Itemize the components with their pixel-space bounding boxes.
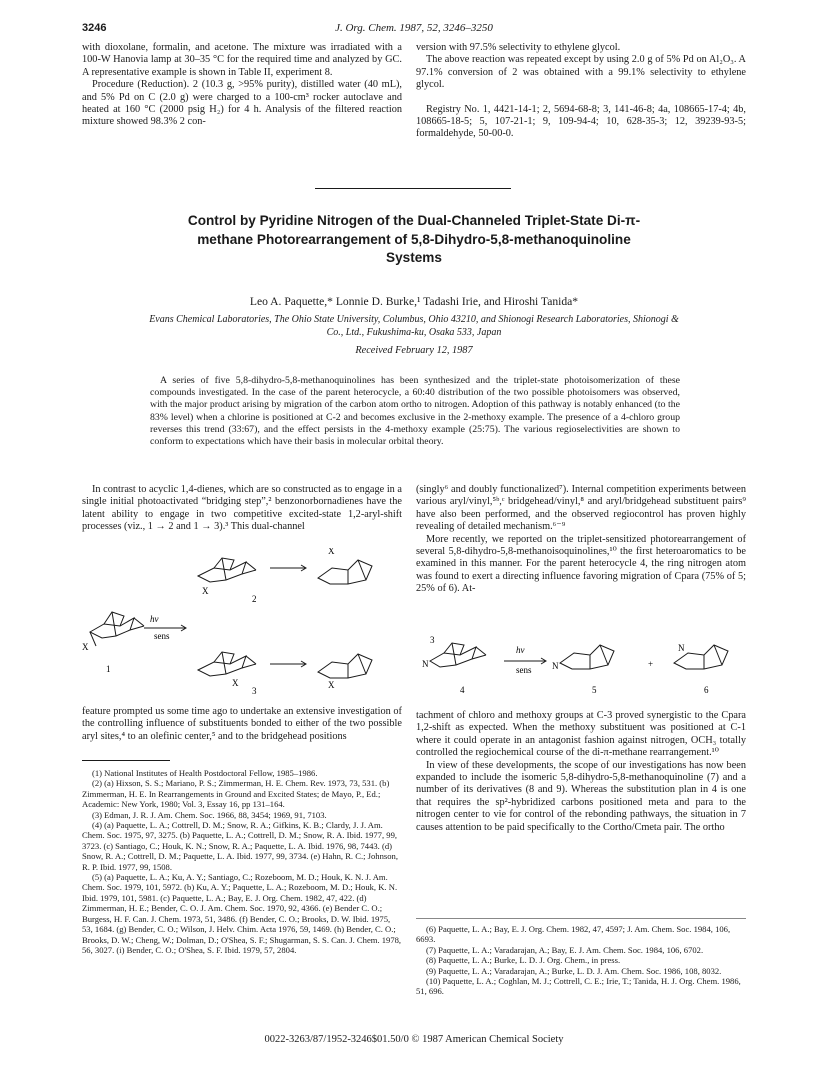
article-authors: Leo A. Paquette,* Lonnie D. Burke,¹ Tadashi Irie, and Hiroshi Tanida*: [249, 295, 579, 308]
paragraph: tachment of chloro and methoxy groups at C-3 proved synergistic to the Cpara 1,2-shift as expected. When the methoxy substituent was positioned at C-1 where it could operate in an antagonist fashion against nitrogen, OCH₃ totally controlled the regiochemical course of the di-π-methane rearrangement.¹⁰: [416, 710, 746, 759]
body-right-top: [416, 484, 746, 596]
structure-3-product: [318, 654, 372, 678]
structure-5: [560, 645, 614, 669]
compound-label-6: 6: [704, 685, 709, 695]
paragraph: (singly⁶ and doubly functionalized⁷). Internal competition experiments between various aryl/vinyl,⁵ᵇ,ᶜ bridgehead/vinyl,⁸ and aryl/bridgehead substituent pairs⁹ have also been performed, and the observed regiocontrol has proven highly revealing of detailed mechanism.⁶⁻⁹: [416, 484, 746, 533]
footnote: (6) Paquette, L. A.; Bay, E. J. Org. Chem. 1982, 47, 4597; J. Am. Chem. Soc. 1984, 106, 6693.: [416, 924, 731, 945]
x-label: X: [82, 642, 89, 652]
structure-2-reactant: [198, 558, 256, 582]
footnote: (7) Paquette, L. A.; Varadarajan, A.; Bay, E. J. Am. Chem. Soc. 1984, 106, 6702.: [426, 944, 704, 955]
compound-label-1: 1: [106, 664, 111, 674]
scheme-2-diagram: [416, 633, 746, 695]
hv-label: hν: [150, 614, 159, 624]
paragraph: More recently, we reported on the triplet-sensitized photorearrangement of several 5,8-dihydro-5,8-methanoisoquinolines,¹⁰ the first heteroaromatics to be examined in this manner. For the parent heterocycle 4, the ring nitrogen atom was found to exert a directing influence favoring migration of Cpara (75% of 5; 25% of 6). At-: [416, 533, 746, 595]
plus-sign: +: [648, 659, 654, 669]
structure-1: [90, 612, 144, 646]
footnote: (8) Paquette, L. A.; Burke, L. D. J. Org. Chem., in press.: [426, 955, 621, 966]
copyright-footer: 0022-3263/87/1952-3246$01.50/0 © 1987 American Chemical Society: [264, 1034, 564, 1045]
prev-paragraph: version with 97.5% selectivity to ethylene glycol.: [416, 42, 621, 53]
nitrogen-label: N: [552, 661, 559, 671]
received-date: Received February 12, 1987: [355, 345, 473, 356]
paragraph: In contrast to acyclic 1,4-dienes, which are so constructed as to engage in a single initial photoactivated “bridging step”,² benzonorbornadienes have the latent ability to engage in two competitive excited-state 1,2-aryl-shift processes (viz., 1 → 2 and 1 → 3).³ This dual-channel: [82, 484, 402, 533]
sens-label: sens: [516, 665, 532, 675]
paragraph: In view of these developments, the scope of our investigations has now been expanded to include the isomeric 5,8-dihydro-5,8-methanoquinoline (7) and a number of its derivatives (8 and 9). Whereas the substitution plan in 4 is one that requires the sp²-hybridized carbons positioned meta and para to the nitrogen center to vie for control of the rebonding pathways, the situation in 7 causes attention to be paid specifically to the Cortho/Cmeta pair. The ortho: [416, 759, 746, 833]
x-label: X: [202, 586, 209, 596]
footnote: (3) Edman, J. R. J. Am. Chem. Soc. 1966, 88, 3454; 1969, 91, 7103.: [92, 809, 327, 820]
position-label: 3: [430, 635, 435, 645]
x-label: X: [328, 548, 335, 556]
paragraph: feature prompted us some time ago to undertake an extensive investigation of the controlling influence of substituents bonded to either of the two possible aryl sites,⁴ to an olefinic center,⁵ and to the bridgehead positions: [82, 706, 402, 742]
structure-3-reactant: [198, 652, 256, 676]
footnote: (5) (a) Paquette, L. A.; Ku, A. Y.; Santiago, C.; Rozeboom, M. D.; Houk, K. N. J. Am. Chem. Soc. 1979, 101, 5972. (b) Ku, A. Y.; Paquette, L. A.; Rozeboom, M. D.; Houk, K. N. Ibid. 1979, 101, 5981. (c) Paquette, L. A.; Bay, E. J. Org. Chem. 1982, 47, 422. (d) Zimmerman, H. E.; Bender, C. O. J. Am. Chem. Soc. 1970, 92, 4366. (e) Bender C. O.; Burgess, H. F. Can. J. Chem. 1973, 51, 3486. (f) Bender, C. O.; Brooks, D. W. Ibid. 1975, 53, 1684. (g) Bender, C. O.; Wilson, J. Helv. Chim. Acta 1976, 59, 1469. (h) Bender, C. O.; Brooks, D. W.; Cheng, W.; Dolman, D.; O'Shea, S. F.; Shugarman, S. S. Can. J. Chem. 1978, 56, 3027. (i) Bender, C. O.; O'Shea, S. F. Ibid. 1979, 57, 2804.: [82, 872, 402, 955]
nitrogen-label: N: [422, 659, 429, 669]
article-title: Control by Pyridine Nitrogen of the Dual-Channeled Triplet-State Di-π-methane Photorearrangement of 5,8-Dihydro-5,8-methanoquinoline Systems: [187, 213, 641, 265]
footnote: (9) Paquette, L. A.; Varadarajan, A.; Burke, L. D. J. Am. Chem. Soc. 1986, 108, 8032.: [426, 965, 722, 976]
prev-paragraph: with dioxolane, formalin, and acetone. The mixture was irradiated with a 100-W Hanovia lamp at 30–35 °C for the required time and analyzed by GC. A representative example is shown in Table II, experiment 8.: [82, 42, 402, 78]
x-label: X: [232, 678, 239, 688]
article-affiliation: Evans Chemical Laboratories, The Ohio State University, Columbus, Ohio 43210, and Shionogi Research Laboratories, Shionogi & Co., Ltd., Fukushima-ku, Osaka 533, Japan: [149, 314, 679, 338]
sens-label: sens: [154, 631, 170, 641]
compound-label-4: 4: [460, 685, 465, 695]
abstract: A series of five 5,8-dihydro-5,8-methanoquinolines has been synthesized and the triplet-state photoisomerization of these compounds investigated. In the case of the parent heterocycle, a 60:40 distribution of the two possible photoisomers was observed, with the major product arising by migration of the carbon atom ortho to nitrogen. Adoption of this pathway is notably enhanced (to the 83% level) when a chlorine is positioned at C-2 and becomes exclusive in the 2-methoxy example. The presence of a 4-chloro group reverses this trend (33:67), and the effect persists in the 4-methoxy example (25:75). The various regioselectivities are shown to conform to expectations which have their basis in molecular orbital theory.: [150, 375, 680, 448]
nitrogen-label: N: [678, 643, 685, 653]
compound-label-5: 5: [592, 685, 597, 695]
article-separator: [315, 188, 511, 189]
hv-label: hν: [516, 645, 525, 655]
footnote: (10) Paquette, L. A.; Coghlan, M. J.; Cottrell, C. E.; Irie, T.; Tanida, H. J. Org. Chem. 1986, 51, 696.: [416, 976, 741, 997]
structure-2-product: [318, 560, 372, 584]
body-left-continued: [82, 706, 402, 743]
footnotes-left: [82, 768, 402, 955]
footnote: (2) (a) Hixson, S. S.; Mariano, P. S.; Zimmerman, H. E. Chem. Rev. 1973, 73, 531. (b) Zimmerman, H. E. In Rearrangements in Ground and Excited States; de Mayo, P., Ed.; Academic: New York, 1980; Vol. 3, Essay 16, pp 131–164.: [82, 778, 390, 810]
prev-article-left: [82, 42, 402, 129]
footnote-rule: [82, 760, 170, 761]
footnote: (1) National Institutes of Health Postdoctoral Fellow, 1985–1986.: [92, 768, 318, 778]
prev-article-right: [416, 42, 746, 141]
structure-4: [430, 643, 486, 667]
prev-paragraph: Procedure (Reduction). 2 (10.3 g, >95% purity), distilled water (40 mL), and 5% Pd on C (2.0 g) were charged to a 100-cm³ rocker autoclave and heated at 160 °C (2000 psig H₂) for 4 h. Analysis of the filtered reaction mixture showed 98.3% 2 con-: [82, 79, 402, 128]
compound-label-3: 3: [252, 686, 257, 696]
compound-label-2: 2: [252, 594, 257, 604]
scheme-1-diagram: [82, 548, 402, 696]
journal-citation: J. Org. Chem. 1987, 52, 3246–3250: [335, 22, 493, 34]
body-left-intro: [82, 484, 402, 534]
registry-numbers: Registry No. 1, 4421-14-1; 2, 5694-68-8; 3, 141-46-8; 4a, 108665-17-4; 4b, 108665-18-5; 5, 107-21-1; 9, 109-94-4; 10, 628-35-3; 12, 39239-93-5; formaldehyde, 50-00-0.: [416, 103, 746, 140]
x-label: X: [328, 680, 335, 690]
body-right-continued: [416, 710, 746, 834]
page-number: 3246: [82, 22, 107, 34]
footnotes-right: [416, 924, 746, 997]
prev-paragraph: The above reaction was repeated except by using 2.0 g of 5% Pd on Al₂O₃. A 97.1% conversion of 2 was obtained with a 99.1% selectivity to ethylene glycol.: [416, 54, 746, 91]
footnote-rule: [416, 918, 746, 919]
footnote: (4) (a) Paquette, L. A.; Cottrell, D. M.; Snow, R. A.; Gifkins, K. B.; Clardy, J. J. Am. Chem. Soc. 1975, 97, 3275. (b) Paquette, L. A.; Cottrell, D. M.; Snow, R. A. Ibid. 1977, 99, 3723. (c) Santiago, C.; Houk, K. N.; Snow, R. A.; Paquette, L. A. Ibid. 1976, 98, 7443. (d) Snow, R. A.; Cottrell, D. M.; Paquette, L. A. Ibid. 1977, 99, 3734. (e) Hahn, R. C.; Johnson, R. P. Ibid. 1977, 99, 1508.: [82, 820, 398, 872]
